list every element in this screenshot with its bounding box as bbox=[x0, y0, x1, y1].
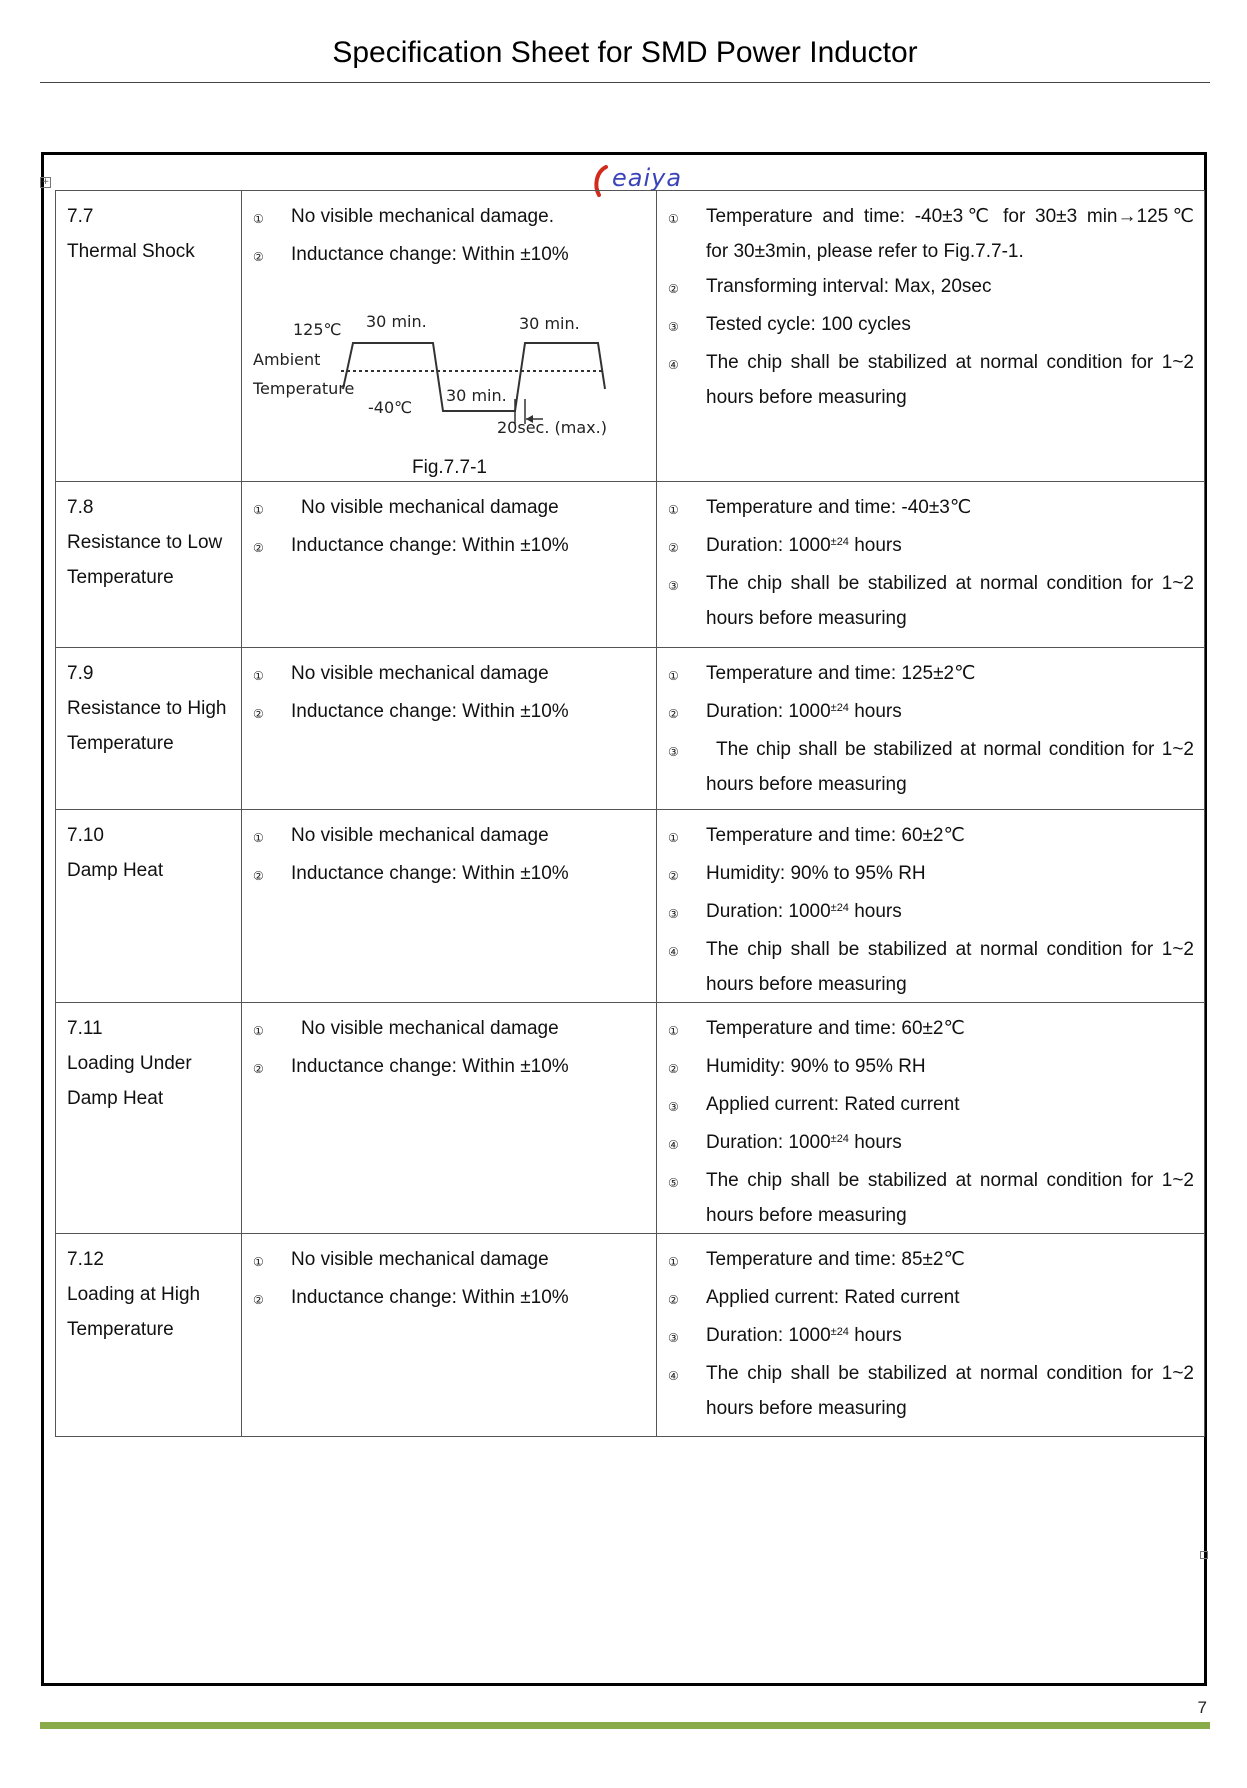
criteria-item bbox=[253, 694, 646, 732]
condition-marker: ③ bbox=[668, 579, 679, 593]
criteria-cell bbox=[242, 191, 657, 482]
condition-marker: ② bbox=[668, 1062, 679, 1076]
condition-text bbox=[706, 894, 1194, 929]
conditions-cell bbox=[657, 482, 1205, 648]
table-resize-handle-icon[interactable] bbox=[1200, 1551, 1208, 1559]
condition-text bbox=[706, 199, 1194, 269]
criteria-item bbox=[253, 490, 646, 528]
specification-table bbox=[55, 190, 1205, 1437]
item-number: 7.8 bbox=[67, 497, 94, 518]
condition-item bbox=[668, 1087, 1194, 1125]
condition-line: Humidity: 90% to 95% RH bbox=[706, 1056, 926, 1077]
dwell-label-2: 30 min. bbox=[519, 314, 580, 333]
thermal-cycle-figure bbox=[253, 279, 646, 449]
conditions-cell bbox=[657, 1234, 1205, 1437]
condition-text bbox=[706, 566, 1194, 636]
condition-text bbox=[706, 307, 1194, 342]
condition-item bbox=[668, 856, 1194, 894]
criteria-marker: ② bbox=[253, 707, 264, 721]
condition-line: Tested cycle: 100 cycles bbox=[706, 314, 911, 335]
duration-tolerance: ±24 bbox=[830, 1133, 849, 1145]
test-item-cell bbox=[56, 648, 242, 810]
table-row bbox=[56, 1003, 1205, 1234]
duration-value: Duration: 1000 bbox=[706, 1325, 831, 1346]
condition-line: Temperature and time: 125±2℃ bbox=[706, 663, 976, 684]
condition-line: Temperature and time: 85±2℃ bbox=[706, 1249, 965, 1270]
condition-text bbox=[706, 694, 1194, 729]
duration-value: Duration: 1000 bbox=[706, 701, 831, 722]
title-rule bbox=[40, 82, 1210, 83]
condition-line: The chip shall be stabilized at normal condition for 1~2 bbox=[706, 352, 1194, 373]
criteria-marker: ② bbox=[253, 541, 264, 555]
condition-marker: ④ bbox=[668, 1138, 679, 1152]
condition-marker: ③ bbox=[668, 907, 679, 921]
table-row bbox=[56, 191, 1205, 482]
conditions-cell bbox=[657, 648, 1205, 810]
condition-text bbox=[706, 932, 1194, 1002]
condition-line: The chip shall be stabilized at normal condition for 1~2 bbox=[716, 739, 1194, 760]
duration-unit: hours bbox=[848, 1132, 902, 1153]
page-number: 7 bbox=[1197, 1698, 1207, 1717]
footer-bar bbox=[40, 1722, 1210, 1729]
condition-item bbox=[668, 528, 1194, 566]
low-temp-label: -40℃ bbox=[368, 398, 413, 417]
criteria-marker: ① bbox=[253, 503, 264, 517]
condition-line-continued: hours before measuring bbox=[706, 387, 907, 408]
item-number: 7.10 bbox=[67, 825, 104, 846]
conditions-cell bbox=[657, 810, 1205, 1003]
test-item-cell bbox=[56, 191, 242, 482]
criteria-marker: ② bbox=[253, 1062, 264, 1076]
figure-caption: Fig.7.7-1 bbox=[412, 457, 487, 478]
duration-line bbox=[706, 1125, 1194, 1160]
criteria-text: Inductance change: Within ±10% bbox=[291, 863, 569, 884]
condition-line: Temperature and time: -40±3℃ bbox=[706, 497, 972, 518]
table-row bbox=[56, 648, 1205, 810]
table-move-handle-icon[interactable]: + bbox=[41, 177, 50, 187]
criteria-marker: ① bbox=[253, 831, 264, 845]
test-item-cell bbox=[56, 1234, 242, 1437]
duration-tolerance: ±24 bbox=[830, 1326, 849, 1338]
condition-marker: ① bbox=[668, 1255, 679, 1269]
condition-item bbox=[668, 1049, 1194, 1087]
condition-line-continued: hours before measuring bbox=[706, 1205, 907, 1226]
condition-marker: ③ bbox=[668, 1331, 679, 1345]
duration-value: Duration: 1000 bbox=[706, 1132, 831, 1153]
criteria-text: No visible mechanical damage bbox=[291, 663, 549, 684]
criteria-text: Inductance change: Within ±10% bbox=[291, 535, 569, 556]
condition-line: Temperature and time: -40±3℃ for 30±3 min→125℃ bbox=[706, 206, 1194, 227]
criteria-text: Inductance change: Within ±10% bbox=[291, 1287, 569, 1308]
item-name-line: Damp Heat bbox=[67, 860, 164, 881]
duration-line bbox=[706, 894, 1194, 929]
table-row bbox=[56, 1234, 1205, 1437]
criteria-item bbox=[253, 1011, 646, 1049]
test-item-cell bbox=[56, 1003, 242, 1234]
duration-unit: hours bbox=[848, 1325, 902, 1346]
criteria-item bbox=[253, 237, 646, 275]
item-number: 7.11 bbox=[67, 1018, 103, 1039]
condition-text bbox=[706, 856, 1194, 891]
condition-item bbox=[668, 656, 1194, 694]
criteria-item bbox=[253, 818, 646, 856]
criteria-marker: ① bbox=[253, 1024, 264, 1038]
condition-line: Applied current: Rated current bbox=[706, 1287, 960, 1308]
condition-line: The chip shall be stabilized at normal condition for 1~2 bbox=[706, 1363, 1194, 1384]
ambient-label-2: Temperature bbox=[253, 379, 355, 398]
condition-line-continued: hours before measuring bbox=[706, 774, 907, 795]
criteria-item bbox=[253, 856, 646, 894]
ambient-label: Ambient bbox=[253, 350, 321, 369]
condition-marker: ① bbox=[668, 1024, 679, 1038]
criteria-item bbox=[253, 656, 646, 694]
condition-line: Humidity: 90% to 95% RH bbox=[706, 863, 926, 884]
item-number: 7.12 bbox=[67, 1249, 104, 1270]
duration-tolerance: ±24 bbox=[830, 902, 849, 914]
condition-text bbox=[706, 1242, 1194, 1277]
condition-text bbox=[706, 656, 1194, 691]
duration-line bbox=[706, 528, 1194, 563]
duration-unit: hours bbox=[848, 701, 902, 722]
condition-line: The chip shall be stabilized at normal condition for 1~2 bbox=[706, 1170, 1194, 1191]
criteria-cell bbox=[242, 810, 657, 1003]
condition-line: Temperature and time: 60±2℃ bbox=[706, 1018, 965, 1039]
criteria-text: Inductance change: Within ±10% bbox=[291, 244, 569, 265]
condition-item bbox=[668, 1242, 1194, 1280]
condition-text bbox=[706, 1280, 1194, 1315]
criteria-text: No visible mechanical damage bbox=[291, 825, 549, 846]
condition-item bbox=[668, 894, 1194, 932]
duration-tolerance: ±24 bbox=[830, 536, 849, 548]
condition-marker: ② bbox=[668, 1293, 679, 1307]
item-name-line: Resistance to High bbox=[67, 698, 227, 719]
condition-item bbox=[668, 1011, 1194, 1049]
condition-item bbox=[668, 1280, 1194, 1318]
dwell-label-3: 30 min. bbox=[446, 386, 507, 405]
item-name-line: Temperature bbox=[67, 567, 174, 588]
duration-value: Duration: 1000 bbox=[706, 535, 831, 556]
condition-text bbox=[706, 1049, 1194, 1084]
condition-text bbox=[706, 345, 1194, 415]
item-name-line: Resistance to Low bbox=[67, 532, 223, 553]
condition-item bbox=[668, 694, 1194, 732]
condition-text bbox=[706, 1163, 1194, 1233]
condition-marker: ② bbox=[668, 282, 679, 296]
duration-value: Duration: 1000 bbox=[706, 901, 831, 922]
condition-line-continued: for 30±3min, please refer to Fig.7.7-1. bbox=[706, 241, 1024, 262]
condition-marker: ③ bbox=[668, 745, 679, 759]
condition-marker: ④ bbox=[668, 1369, 679, 1383]
criteria-text: Inductance change: Within ±10% bbox=[291, 701, 569, 722]
criteria-marker: ② bbox=[253, 250, 264, 264]
conditions-cell bbox=[657, 1003, 1205, 1234]
condition-item bbox=[668, 269, 1194, 307]
condition-text bbox=[706, 490, 1194, 525]
condition-text bbox=[706, 1125, 1194, 1160]
criteria-item bbox=[253, 528, 646, 566]
duration-unit: hours bbox=[848, 901, 902, 922]
criteria-marker: ② bbox=[253, 869, 264, 883]
condition-text bbox=[706, 818, 1194, 853]
condition-line: Temperature and time: 60±2℃ bbox=[706, 825, 965, 846]
duration-line bbox=[706, 1318, 1194, 1353]
conditions-cell bbox=[657, 191, 1205, 482]
condition-text bbox=[706, 1011, 1194, 1046]
condition-item bbox=[668, 1356, 1194, 1426]
condition-item bbox=[668, 932, 1194, 1002]
page-title: Specification Sheet for SMD Power Inductor bbox=[332, 36, 918, 69]
test-item-cell bbox=[56, 810, 242, 1003]
table-row bbox=[56, 482, 1205, 648]
condition-marker: ⑤ bbox=[668, 1176, 679, 1190]
condition-line-continued: hours before measuring bbox=[706, 1398, 907, 1419]
logo-text: eaiya bbox=[612, 164, 683, 192]
criteria-text: No visible mechanical damage bbox=[301, 1018, 559, 1039]
high-temp-label: 125℃ bbox=[293, 320, 342, 339]
condition-item bbox=[668, 732, 1194, 802]
criteria-cell bbox=[242, 648, 657, 810]
condition-marker: ④ bbox=[668, 945, 679, 959]
condition-marker: ① bbox=[668, 831, 679, 845]
criteria-marker: ② bbox=[253, 1293, 264, 1307]
condition-text bbox=[706, 269, 1194, 304]
duration-tolerance: ±24 bbox=[830, 702, 849, 714]
item-name-line: Thermal Shock bbox=[67, 241, 195, 262]
criteria-marker: ① bbox=[253, 1255, 264, 1269]
condition-item bbox=[668, 345, 1194, 415]
criteria-item bbox=[253, 1280, 646, 1318]
item-name-line: Temperature bbox=[67, 1319, 174, 1340]
criteria-item bbox=[253, 1242, 646, 1280]
table-row bbox=[56, 810, 1205, 1003]
item-name-line: Temperature bbox=[67, 733, 174, 754]
condition-item bbox=[668, 566, 1194, 636]
condition-line-continued: hours before measuring bbox=[706, 608, 907, 629]
condition-text bbox=[706, 1318, 1194, 1353]
condition-line: The chip shall be stabilized at normal condition for 1~2 bbox=[706, 939, 1194, 960]
condition-item bbox=[668, 818, 1194, 856]
condition-marker: ① bbox=[668, 503, 679, 517]
condition-line: Transforming interval: Max, 20sec bbox=[706, 276, 992, 297]
condition-item bbox=[668, 199, 1194, 269]
condition-marker: ① bbox=[668, 212, 679, 226]
condition-text bbox=[706, 1356, 1194, 1426]
criteria-cell bbox=[242, 1003, 657, 1234]
item-number: 7.7 bbox=[67, 206, 94, 227]
condition-item bbox=[668, 307, 1194, 345]
condition-item bbox=[668, 1318, 1194, 1356]
condition-line: The chip shall be stabilized at normal condition for 1~2 bbox=[706, 573, 1194, 594]
test-item-cell bbox=[56, 482, 242, 648]
criteria-text: No visible mechanical damage bbox=[291, 1249, 549, 1270]
condition-item bbox=[668, 490, 1194, 528]
condition-text bbox=[706, 1087, 1194, 1122]
item-name-line: Loading Under bbox=[67, 1053, 192, 1074]
criteria-marker: ① bbox=[253, 212, 264, 226]
condition-marker: ④ bbox=[668, 358, 679, 372]
condition-line-continued: hours before measuring bbox=[706, 974, 907, 995]
condition-marker: ② bbox=[668, 541, 679, 555]
item-number: 7.9 bbox=[67, 663, 94, 684]
condition-marker: ② bbox=[668, 869, 679, 883]
condition-text bbox=[706, 732, 1194, 802]
criteria-text: No visible mechanical damage. bbox=[291, 206, 554, 227]
duration-unit: hours bbox=[848, 535, 902, 556]
dwell-label-1: 30 min. bbox=[366, 312, 427, 331]
transfer-time-label: 20sec. (max.) bbox=[497, 418, 607, 437]
condition-marker: ③ bbox=[668, 320, 679, 334]
condition-item bbox=[668, 1163, 1194, 1233]
criteria-cell bbox=[242, 482, 657, 648]
condition-text bbox=[706, 528, 1194, 563]
criteria-item bbox=[253, 199, 646, 237]
criteria-item bbox=[253, 1049, 646, 1087]
condition-marker: ③ bbox=[668, 1100, 679, 1114]
duration-line bbox=[706, 694, 1194, 729]
condition-item bbox=[668, 1125, 1194, 1163]
criteria-text: No visible mechanical damage bbox=[301, 497, 559, 518]
item-name-line: Damp Heat bbox=[67, 1088, 164, 1109]
condition-line: Applied current: Rated current bbox=[706, 1094, 960, 1115]
condition-marker: ① bbox=[668, 669, 679, 683]
criteria-marker: ① bbox=[253, 669, 264, 683]
criteria-cell bbox=[242, 1234, 657, 1437]
item-name-line: Loading at High bbox=[67, 1284, 201, 1305]
condition-marker: ② bbox=[668, 707, 679, 721]
criteria-text: Inductance change: Within ±10% bbox=[291, 1056, 569, 1077]
